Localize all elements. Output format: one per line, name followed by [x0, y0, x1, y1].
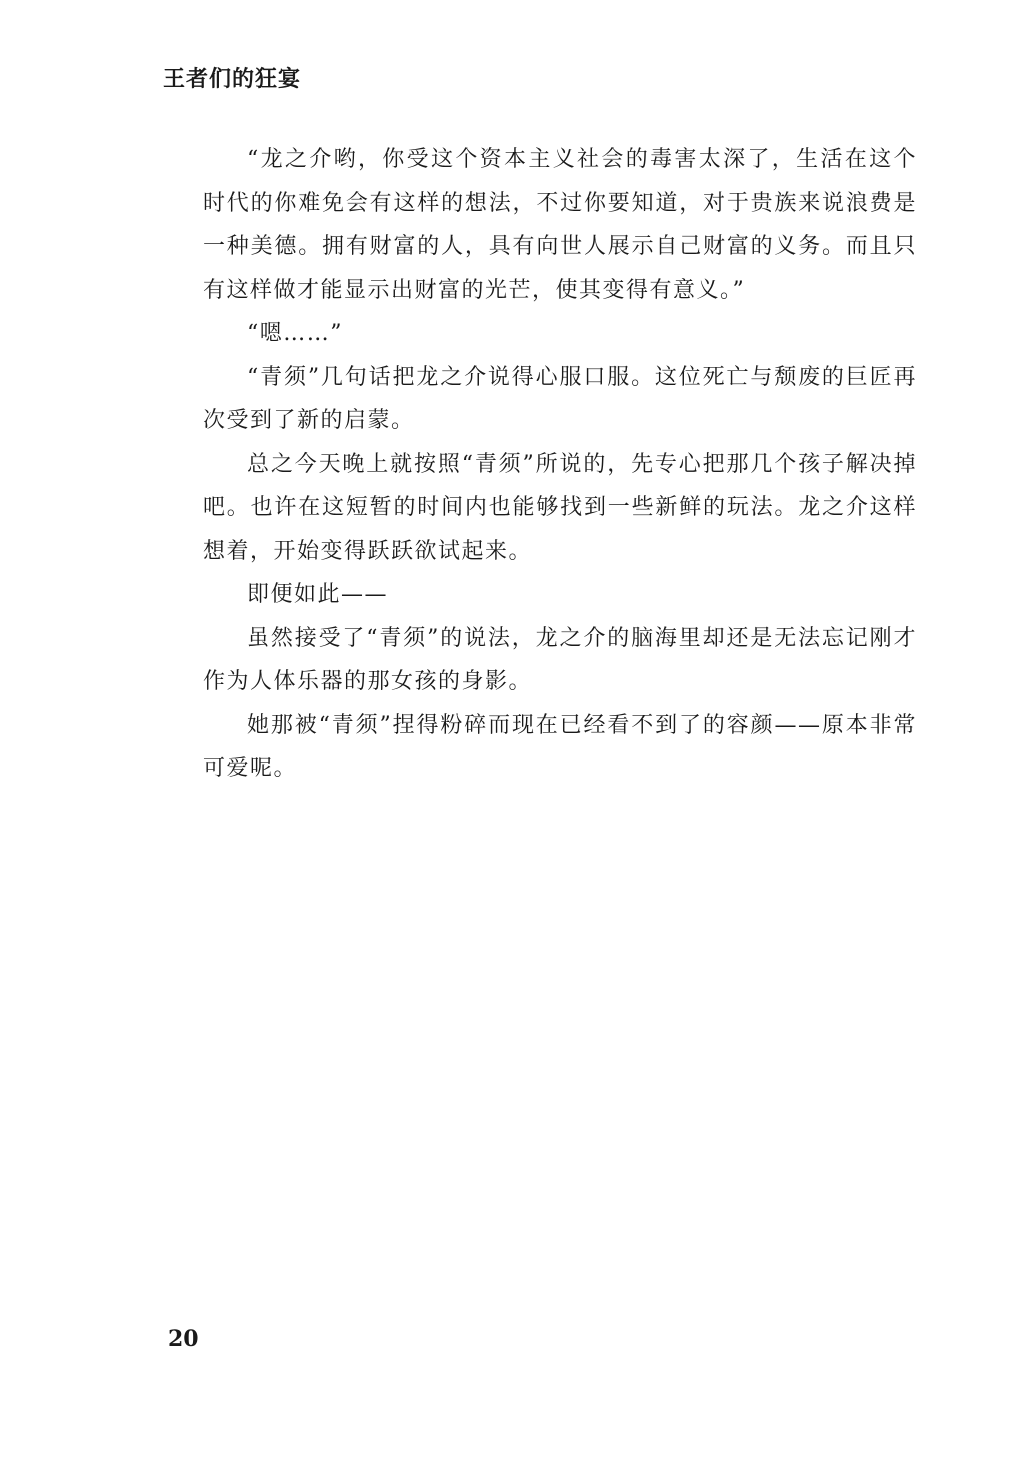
paragraph: 总之今天晚上就按照“青须”所说的，先专心把那几个孩子解决掉吧。也许在这短暂的时间内也能够找到一些新鲜的玩法。龙之介这样想着，开始变得跃跃欲试起来。: [203, 451, 917, 564]
paragraph: 虽然接受了“青须”的说法，龙之介的脑海里却还是无法忘记刚才作为人体乐器的那女孩的身影。: [203, 625, 917, 694]
running-header-book-title: 王者们的狂宴: [163, 66, 302, 92]
page-body: [203, 138, 917, 791]
paragraph: 即便如此——: [247, 582, 389, 607]
page-number: 20: [168, 1326, 199, 1352]
paragraph: “青须”几句话把龙之介说得心服口服。这位死亡与颓废的巨匠再次受到了新的启蒙。: [203, 364, 917, 433]
paragraph: “嗯……”: [247, 321, 343, 346]
paragraph: “龙之介哟，你受这个资本主义社会的毒害太深了，生活在这个时代的你难免会有这样的想法，不过你要知道，对于贵族来说浪费是一种美德。拥有财富的人，具有向世人展示自己财富的义务。而且只有这样做才能显示出财富的光芒，使其变得有意义。”: [203, 147, 917, 303]
paragraph: 她那被“青须”捏得粉碎而现在已经看不到了的容颜——原本非常可爱呢。: [203, 712, 917, 781]
